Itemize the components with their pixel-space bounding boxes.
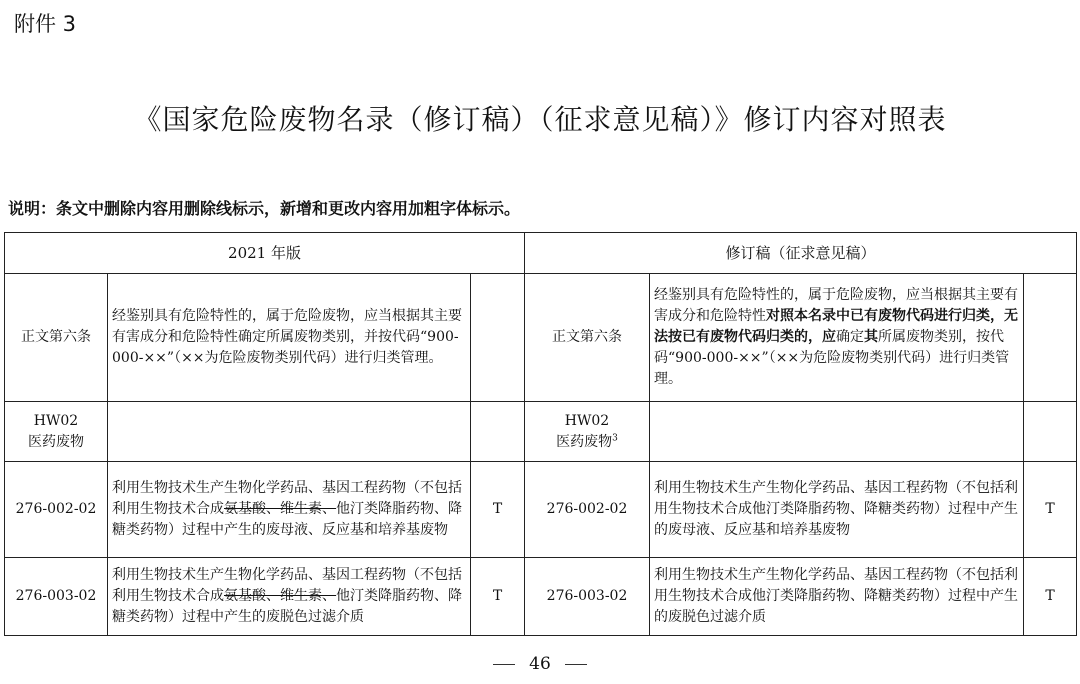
footnote-marker: 3 bbox=[612, 432, 618, 443]
table-header-row bbox=[5, 233, 1077, 274]
left-t-cell: T bbox=[471, 462, 525, 558]
deleted-text: 氨基酸、维生素、 bbox=[224, 588, 336, 604]
left-category-cell bbox=[5, 402, 108, 462]
right-t-cell: T bbox=[1024, 462, 1077, 558]
empty-cell bbox=[108, 402, 471, 462]
comparison-table bbox=[4, 232, 1077, 636]
right-text-cell: 利用生物技术生产生物化学药品、基因工程药物（不包括利用生物技术合成他汀类降脂药物、降糖类药物）过程中产生的废母液、反应基和培养基废物 bbox=[650, 462, 1024, 558]
right-t-cell bbox=[1024, 274, 1077, 402]
left-t-cell: T bbox=[471, 558, 525, 636]
page-number: 46 bbox=[529, 654, 551, 674]
empty-cell bbox=[1024, 402, 1077, 462]
right-text-cell: 利用生物技术生产生物化学药品、基因工程药物（不包括利用生物技术合成他汀类降脂药物、降糖类药物）过程中产生的废脱色过滤介质 bbox=[650, 558, 1024, 636]
deleted-text: 氨基酸、维生素、 bbox=[224, 501, 336, 517]
right-text-part: 确定 bbox=[836, 329, 865, 345]
left-code-cell: 276-002-02 bbox=[5, 462, 108, 558]
table-row bbox=[5, 274, 1077, 402]
left-text-part: 利用生物技术生产生物化学药品、基因工程药物（不包括利用生物技术合成 bbox=[112, 567, 462, 604]
left-text-part: 他汀类降脂药物、降糖类药物）过程中产生的废母液、反应基和培养基废物 bbox=[112, 501, 462, 538]
right-text-cell bbox=[650, 274, 1024, 402]
right-text-part: 经鉴别具有危险特性的，属于危险废物，应当根据其主要有害成分和危险特性 bbox=[654, 287, 1019, 324]
left-code-cell: 正文第六条 bbox=[5, 274, 108, 402]
left-text-cell bbox=[108, 558, 471, 636]
category-name: 医药废物 bbox=[28, 433, 84, 450]
table-row bbox=[5, 558, 1077, 636]
attachment-label: 附件 3 bbox=[14, 12, 77, 36]
footer-dash-left bbox=[493, 664, 515, 665]
header-2021-version: 2021 年版 bbox=[5, 233, 525, 274]
explanation-note: 说明：条文中删除内容用删除线标示，新增和更改内容用加粗字体标示。 bbox=[8, 199, 521, 218]
table-row bbox=[5, 462, 1077, 558]
footer-dash-right bbox=[565, 664, 587, 665]
right-category-cell bbox=[525, 402, 650, 462]
header-revised-draft: 修订稿（征求意见稿） bbox=[525, 233, 1077, 274]
page-footer bbox=[0, 654, 1080, 674]
right-t-cell: T bbox=[1024, 558, 1077, 636]
left-text-cell bbox=[108, 462, 471, 558]
category-name-with-footnote bbox=[529, 432, 645, 453]
empty-cell bbox=[471, 402, 525, 462]
left-text-cell: 经鉴别具有危险特性的，属于危险废物，应当根据其主要有害成分和危险特性确定所属废物类别，并按代码“900-000-××”（××为危险废物类别代码）进行归类管理。 bbox=[108, 274, 471, 402]
right-code-cell: 正文第六条 bbox=[525, 274, 650, 402]
right-text-part: 所属废物类别，按代码“900-000-××”（××为危险废物类别代码）进行归类管理。 bbox=[654, 329, 1010, 387]
right-code-cell: 276-002-02 bbox=[525, 462, 650, 558]
left-t-cell bbox=[471, 274, 525, 402]
empty-cell bbox=[650, 402, 1024, 462]
right-bold-added: 对照本名录中已有废物代码进行归类，无法按已有废物代码归类的，应 bbox=[654, 308, 1019, 345]
left-code-cell: 276-003-02 bbox=[5, 558, 108, 636]
right-code-cell: 276-003-02 bbox=[525, 558, 650, 636]
left-text-part: 利用生物技术生产生物化学药品、基因工程药物（不包括利用生物技术合成 bbox=[112, 480, 462, 517]
table-row bbox=[5, 402, 1077, 462]
document-title: 《国家危险废物名录（修订稿）（征求意见稿）》修订内容对照表 bbox=[133, 103, 947, 136]
category-code: HW02 bbox=[564, 412, 610, 429]
category-name: 医药废物 bbox=[556, 433, 613, 450]
left-text-part: 他汀类降脂药物、降糖类药物）过程中产生的废脱色过滤介质 bbox=[112, 588, 462, 625]
right-bold-added: 其 bbox=[864, 329, 879, 345]
category-code: HW02 bbox=[33, 412, 79, 429]
